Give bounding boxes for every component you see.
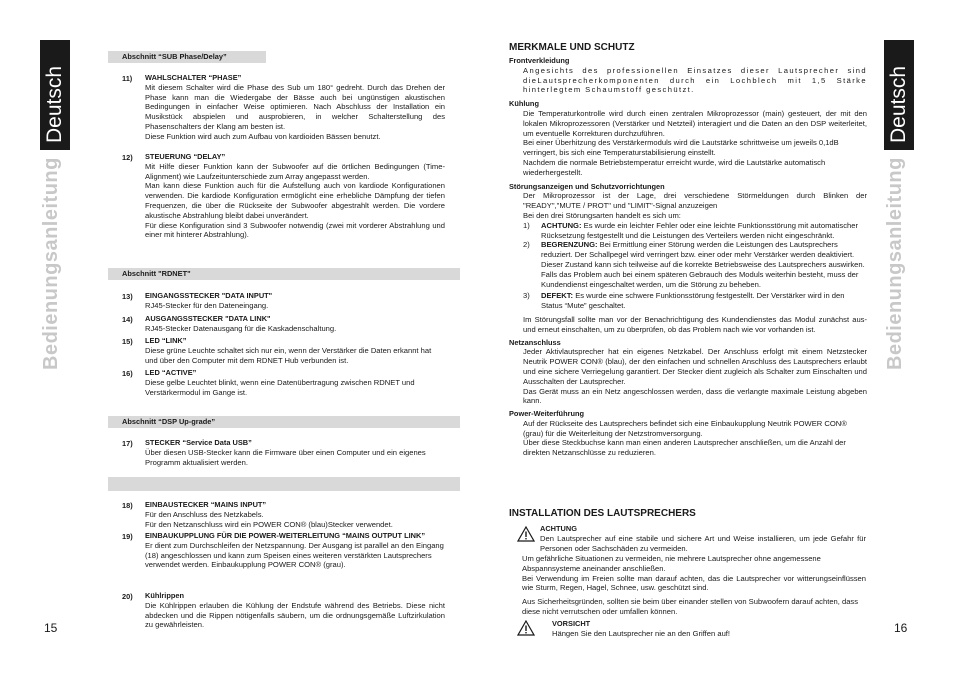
item-text: Mit Hilfe dieser Funktion kann der Subwoofer auf die örtlichen Bedingungen (Time-Alignment) wie Laufzeitunterschiede zum Array angepasst werden.	[145, 161, 445, 181]
list-text: Es wurde ein leichter Fehler oder eine leichte Funktionsstörung mit automatischer Rücksetzung festgestellt und die Leistungen des Verteilers werden nicht eingeschränkt.	[541, 220, 858, 240]
item-text: RJ45-Stecker für den Dateneingang.	[145, 300, 269, 310]
item-text: RJ45-Stecker Datenausgang für die Kaskadenschaltung.	[145, 323, 337, 333]
item-body	[145, 368, 445, 397]
item-number: 17)	[122, 439, 133, 448]
item-number: 12)	[122, 153, 133, 162]
item-text: Er dient zum Durchschleifen der Netzspannung. Der Ausgang ist parallel an den Eingang (18) angeschlossen und kann zum Speisen eines weiteren verstärkten Lautsprechers verwendet werden. Einbaukupplung POWER CON® (grau).	[145, 540, 444, 570]
warning-triangle-icon	[517, 526, 535, 542]
item-title: EINBAUSTECKER “MAINS INPUT”	[145, 500, 267, 509]
paragraph: Bei Verwendung im Freien sollte man darauf achten, das die Lautsprecher vor witterungseinflüssen wie Sturm, Regen, Hagel, Schnee, usw. geschützt sind.	[522, 573, 866, 593]
manual-side-label: Bedienungsanleitung	[884, 157, 906, 370]
right-column	[509, 56, 867, 458]
heading-installation: INSTALLATION DES LAUTSPRECHERS	[509, 508, 696, 519]
list-title: ACHTUNG:	[541, 220, 582, 230]
item-text: Über diesen USB-Stecker kann die Firmware über einen Computer und ein eigenes Programm aktualisiert werden.	[145, 447, 426, 467]
paragraph: Die Temperaturkontrolle wird durch einen zentralen Mikroprozessor (main) gesteuert, der mit den lokalen Mikroprozessoren (Verstärker und Netzteil) interagiert und die Daten an den DSP weiterleitet, um eventuelle Korrekturen durchzuführen.	[523, 108, 867, 138]
item-text: Diese gelbe Leuchtet blinkt, wenn eine Datenübertragung zwischen RDNET und Verstärkermodul im Gange ist.	[145, 377, 415, 397]
item-number: 11)	[122, 74, 133, 83]
item-title: EINGANGSSTECKER "DATA INPUT"	[145, 291, 273, 300]
item-number: 13)	[122, 292, 133, 301]
item-body	[145, 591, 445, 630]
caution-text: Hängen Sie den Lautsprecher nie an den Griffen auf!	[552, 628, 731, 638]
item-text: Mit diesem Schalter wird die Phase des Sub um 180° gedreht. Durch das Drehen der Phase kann man die Wiedergabe der Bässe auch bei ungünstigen akustischen Bedingungen in einfacher Weise optimieren. Nach Abschluss der Installation ein Musikstück abspielen und ausprobieren, in welcher Schalterstellung des Phasenschalters der Klang am besten ist.	[145, 82, 445, 131]
item-text: Für diese Konfiguration sind 3 Subwoofer notwendig (zwei mit vorderer Abstrahlung und einer mit hinterer Abstrahlung).	[145, 220, 445, 240]
item-number: 18)	[122, 501, 133, 510]
list-number: 2)	[523, 240, 530, 250]
item-body	[145, 438, 445, 467]
manual-side-label: Bedienungsanleitung	[40, 157, 62, 370]
item-body	[145, 152, 445, 240]
paragraph: Um gefährliche Situationen zu vermeiden, nie mehrere Lautsprecher ohne angemessene Abspannsysteme aneinander anschließen.	[522, 554, 821, 573]
warning-title: ACHTUNG	[540, 524, 577, 533]
item-title: WAHLSCHALTER “PHASE”	[145, 73, 242, 82]
paragraph: Jeder Aktivlautsprecher hat ein eigenes Netzkabel. Der Anschluss erfolgt mit einem Netzstecker Neutrik POWER CON® (blau), der den einfachen und schnellen Anschluss des Lautsprechers erlaubt und eine sichere Verriegelung garantiert. Der Stecker dient zugleich als Schalter zum Einschalten und Ausschalten der Lautsprecher.	[523, 347, 867, 386]
section-header-dsp: Abschnitt “DSP Up-grade”	[108, 416, 460, 428]
paragraph: Nachdem die normale Betriebstemperatur erreicht wurde, wird die Lautstärke automatisch wiederhergestellt.	[523, 157, 826, 177]
section-header-empty	[108, 477, 460, 491]
paragraph: Im Störungsfall sollte man vor der Benachrichtigung des Kundendienstes das Modul zunächst aus- und erneut einschalten, um zu überprüfen, ob das Problem nach wie vor vorhanden ist.	[523, 314, 867, 334]
paragraph: Über diese Steckbuchse kann man einen anderen Lautsprecher anschließen, um die Anzahl der direkten Netzanschlüsse zu reduzieren.	[523, 438, 846, 458]
item-text: Für den Anschluss des Netzkabels.	[145, 509, 264, 519]
install-text	[522, 554, 866, 617]
item-title: Kühlrippen	[145, 591, 185, 600]
item-title: LED “LINK”	[145, 336, 187, 345]
warning-block	[540, 524, 866, 553]
item-text: Diese Funktion wird auch zum Aufbau von kardioiden Bässen benutzt.	[145, 131, 381, 141]
item-body	[145, 336, 445, 365]
list-item	[509, 291, 867, 311]
item-body	[145, 291, 445, 311]
warning-text: Den Lautsprecher auf eine stabile und sichere Art und Weise installieren, um jede Gefahr für Personen oder Sachschäden zu vermeiden.	[540, 533, 866, 553]
list-text: Bei Ermittlung einer Störung werden die Leistungen des Lautsprechers reduziert. Der Schallpegel wird verringert bzw. einer oder mehr Verstärker werden deaktiviert. Dieser Zustand kann sich teilweise auf die korrekte Betriebsweise des Lautsprechers auswirken.	[541, 240, 865, 269]
list-number: 3)	[523, 291, 530, 301]
paragraph: Das Gerät muss an ein Netz angeschlossen werden, dass die verlangte maximale Leistung abgeben kann.	[523, 386, 867, 406]
paragraph: Auf der Rückseite des Lautsprechers befindet sich eine Einbaukupplung Neutrik POWER CON® (grau) für die Weiterleitung der Netzstromversorgung.	[523, 418, 847, 438]
list-item	[509, 221, 867, 241]
subheading: Frontverkleidung	[509, 56, 570, 65]
item-text: Die Kühlrippen erlauben die Kühlung der Endstufe während des Betriebs. Diese nicht abdecken und die Rippen nötigenfalls säubern, um die ordnungsgemäße Luftzirkulation zu gewährleisten.	[145, 600, 445, 630]
language-tab-label: Deutsch	[43, 65, 66, 143]
item-title: AUSGANGSSTECKER "DATA LINK"	[145, 314, 271, 323]
list-title: BEGRENZUNG:	[541, 240, 598, 250]
subheading: Netzanschluss	[509, 337, 561, 347]
item-title: STEUERUNG “DELAY”	[145, 152, 226, 161]
page-number: 16	[894, 621, 908, 635]
section-header-rdnet: Abschnitt "RDNET"	[108, 268, 460, 280]
item-number: 14)	[122, 315, 133, 324]
paragraph: Der Mikroprozessor ist der Lage, drei verschiedene Störmeldungen durch Blinken der "READY","MUTE / PROT" und "LIMIT"-Signal anzuzeigen	[523, 191, 867, 211]
item-text: Man kann diese Funktion auch für die Aufstellung auch von kardiode Konfigurationen verwenden. Die kardiode Konfiguration ermöglicht eine erhebliche Dämpfung der tiefen Frequenzen, die über die Rückseite der Subwoofer abgestrahlt werden. Die vordere akustische Abstrahlung bleibt dabei unverändert.	[145, 181, 445, 220]
page-number: 15	[44, 621, 58, 635]
item-body	[145, 314, 445, 334]
subheading: Störungsanzeigen und Schutzvorrichtungen	[509, 181, 665, 191]
subheading: Kühlung	[509, 99, 539, 109]
item-body	[145, 73, 445, 142]
list-title: DEFEKT:	[541, 291, 574, 301]
item-number: 15)	[122, 337, 133, 346]
paragraph: Bei den drei Störungsarten handelt es sich um:	[523, 210, 681, 220]
item-title: LED “ACTIVE”	[145, 368, 197, 377]
paragraph: Bei einer Überhitzung des Verstärkermoduls wird die Lautstärke schrittweise um jeweils 0,1dB verringert, bis sich eine Temperaturstabilisierung einstellt.	[523, 138, 839, 158]
list-item	[509, 240, 867, 289]
paragraph: Aus Sicherheitsgründen, sollten sie beim über einander stellen von Subwoofern darauf achten, dass diese nicht verrutschen oder umfallen können.	[522, 597, 859, 616]
caution-block	[552, 619, 866, 639]
section-header-sub: Abschnitt “SUB Phase/Delay”	[108, 51, 266, 63]
list-text: Es wurde eine schwere Funktionsstörung festgestellt. Der Verstärker wird in den Status “Mute” geschaltet.	[541, 291, 845, 311]
item-title: EINBAUKUPPLUNG FÜR DIE POWER-WEITERLEITUNG “MAINS OUTPUT LINK”	[145, 531, 426, 540]
language-tab-label: Deutsch	[887, 65, 910, 143]
item-title: STECKER “Service Data USB”	[145, 438, 252, 447]
item-text: Für den Netzanschluss wird ein POWER CON® (blau)Stecker verwendet.	[145, 519, 393, 529]
paragraph: Angesichts des professionellen Einsatzes dieser Lautsprecher sind dieLautsprecherkomponenten durch ein Lochblech mit 1,5 Stärke hinterlegtem Schaumstoff geschützt.	[523, 65, 867, 95]
item-number: 19)	[122, 532, 133, 541]
warning-triangle-icon	[517, 620, 535, 636]
item-number: 16)	[122, 369, 133, 378]
item-body	[145, 531, 445, 570]
subheading: Power-Weiterführung	[509, 409, 585, 419]
heading-merkmale: MERKMALE UND SCHUTZ	[509, 42, 635, 53]
caution-title: VORSICHT	[552, 619, 591, 628]
list-number: 1)	[523, 220, 530, 230]
item-body	[145, 500, 445, 529]
item-number: 20)	[122, 592, 133, 601]
item-text: Diese grüne Leuchte schaltet sich nur ein, wenn der Verstärker die Daten erkannt hat und über den Computer mit dem RDNET Hub verbunden ist.	[145, 345, 432, 365]
list-text: Falls das Problem auch bei einem späteren Gebrauch des Moduls weiterhin besteht, muss der Kundendienst eingeschaltet werden, um die Störung zu beheben.	[541, 269, 859, 289]
